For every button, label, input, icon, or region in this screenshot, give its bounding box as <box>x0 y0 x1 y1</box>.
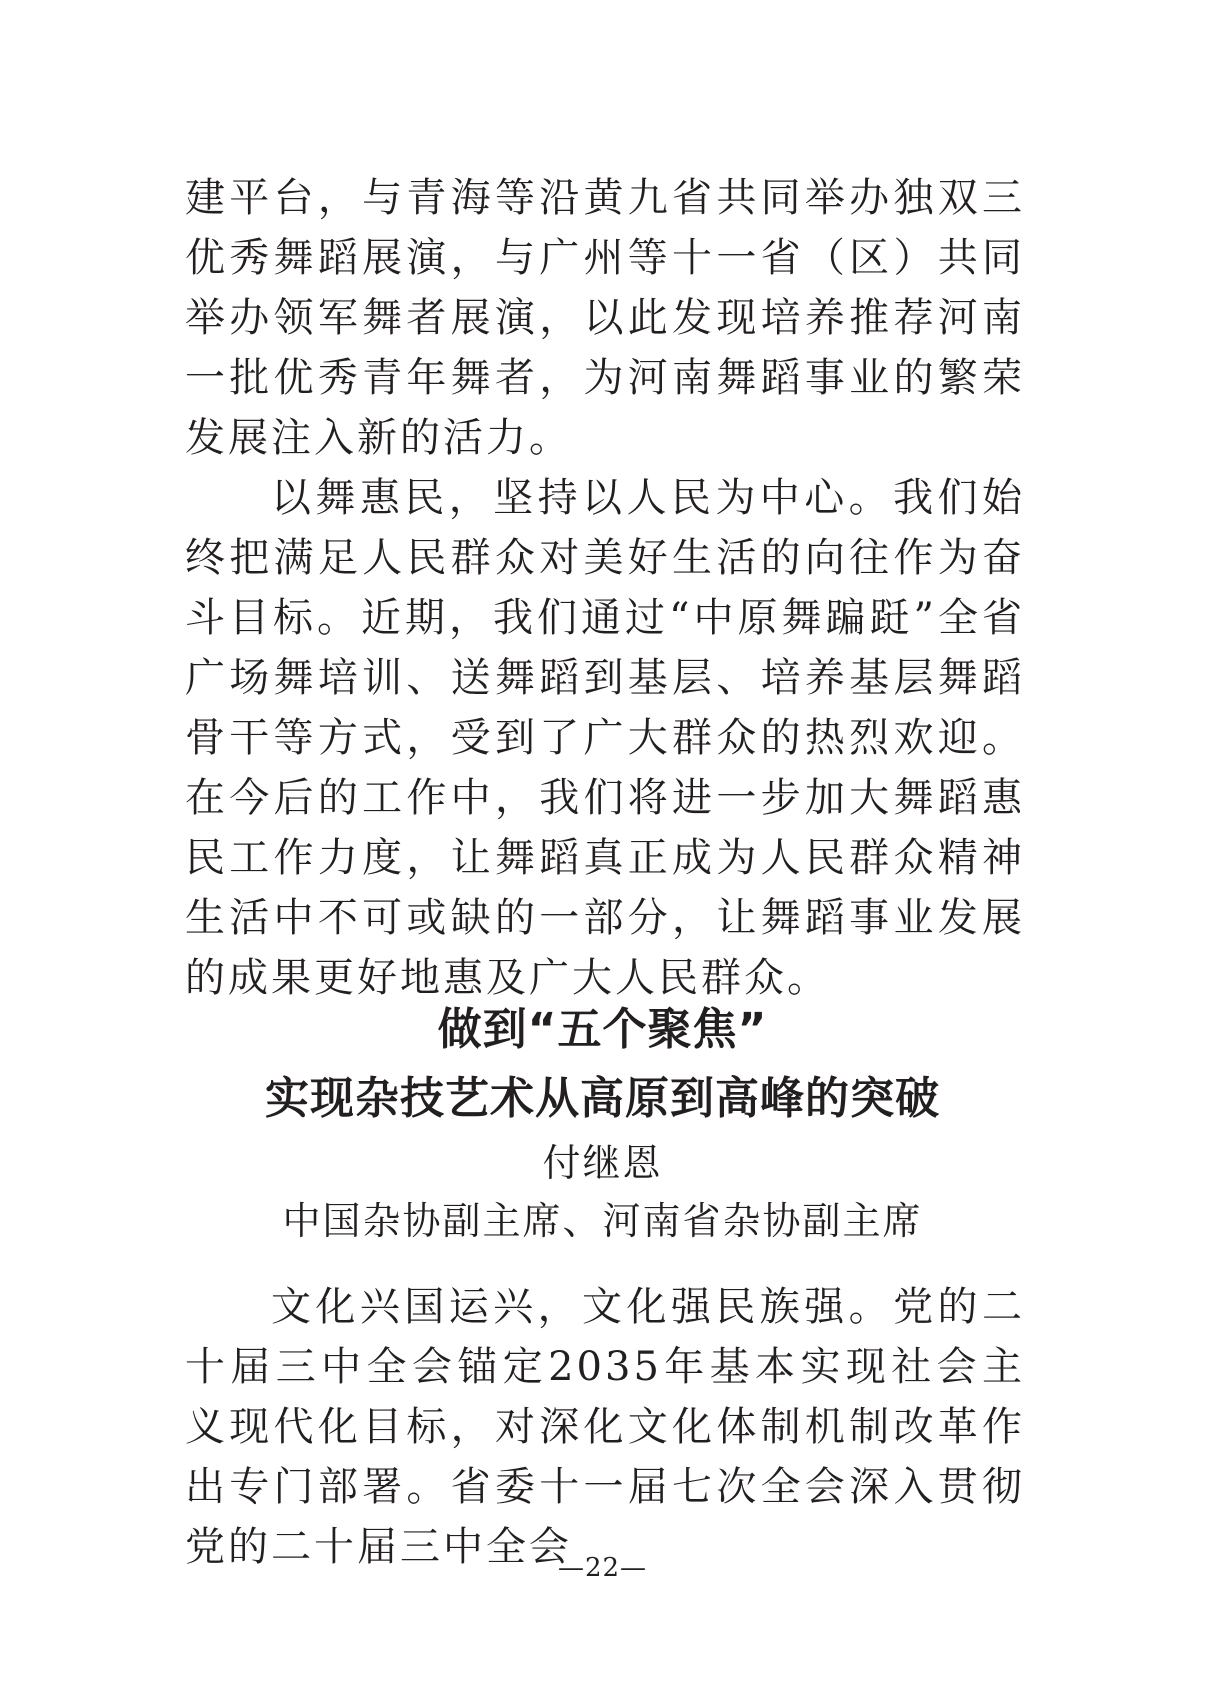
article-title-line-2: 实现杂技艺术从高原到高峰的突破 <box>265 1073 940 1124</box>
paragraph-dance-for-people: 以舞惠民，坚持以人民为中心。我们始终把满足人民群众对美好生活的向往作为奋斗目标。近期，我们通过“中原舞蹁跹”全省广场舞培训、送舞蹈到基层、培养基层舞蹈骨干等方式，受到了广大群众的热烈欢迎。在今后的工作中，我们将进一步加大舞蹈惠民工作力度，让舞蹈真正成为人民群众精神生活中不可或缺的一部分，让舞蹈事业发展的成果更好地惠及广大人民群众。 <box>185 475 1025 1001</box>
article-body <box>185 1277 1025 1577</box>
author-name: 付继恩 <box>542 1141 663 1185</box>
article-title-line-1: 做到“五个聚焦” <box>437 1004 768 1055</box>
author-title: 中国杂协副主席、河南省杂协副主席 <box>282 1199 923 1243</box>
article-body-paragraph: 文化兴国运兴，文化强民族强。党的二十届三中全会锚定2035年基本实现社会主义现代化目标，对深化文化体制机制改革作出专门部署。省委十一届七次全会深入贯彻党的二十届三中全会 <box>185 1284 1025 1570</box>
continued-text <box>185 168 1025 1008</box>
paragraph-continued: 建平台，与青海等沿黄九省共同举办独双三优秀舞蹈展演，与广州等十一省（区）共同举办领军舞者展演，以此发现培养推荐河南一批优秀青年舞者，为河南舞蹈事业的繁荣发展注入新的活力。 <box>185 175 1025 461</box>
page-number: —22— <box>557 1553 648 1583</box>
